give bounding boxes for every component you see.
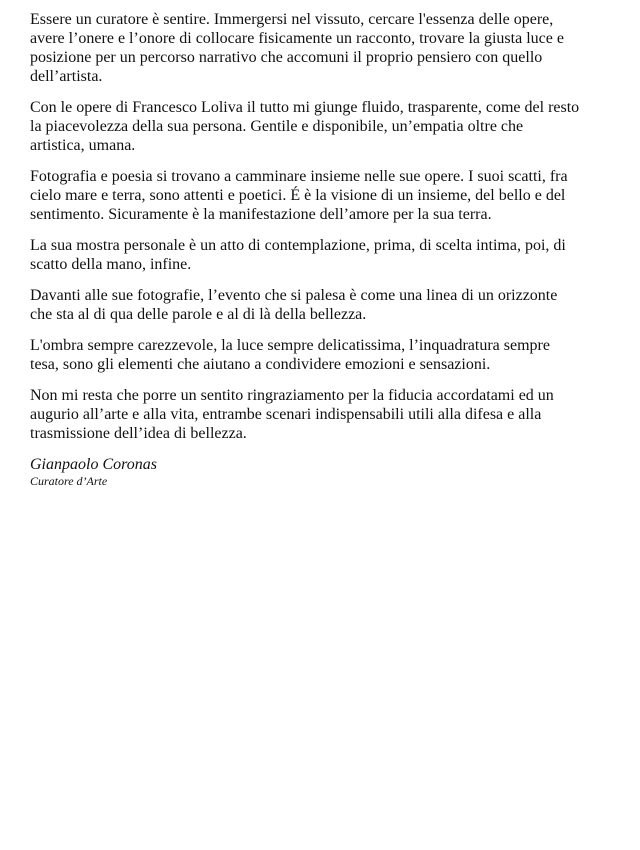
paragraph: Con le opere di Francesco Loliva il tutto mi giunge fluido, trasparente, come del resto la piacevolezza della sua persona. Gentile e disponibile, un’empatia oltre che artistica, umana. [30, 99, 580, 154]
document-page [30, 10, 600, 489]
paragraph: Davanti alle sue fotografie, l’evento che si palesa è come una linea di un orizzonte che sta al di qua delle parole e al di là della bellezza. [30, 287, 558, 323]
paragraph: L'ombra sempre carezzevole, la luce sempre delicatissima, l’inquadratura sempre tesa, sono gli elementi che aiutano a condividere emozioni e sensazioni. [30, 337, 550, 373]
paragraph: La sua mostra personale è un atto di contemplazione, prima, di scelta intima, poi, di scatto della mano, infine. [30, 237, 566, 273]
paragraph: Essere un curatore è sentire. Immergersi nel vissuto, cercare l'essenza delle opere, avere l’onere e l’onore di collocare fisicamente un racconto, trovare la giusta luce e posizione per un percorso narrativo che accomuni il proprio pensiero con quello dell’artista. [30, 11, 564, 85]
signature-name: Gianpaolo Coronas [30, 456, 157, 473]
paragraph: Non mi resta che porre un sentito ringraziamento per la fiducia accordatami ed un augurio all’arte e alla vita, entrambe scenari indispensabili utili alla difesa e alla trasmissione dell’idea di bellezza. [30, 387, 554, 442]
paragraph: Fotografia e poesia si trovano a camminare insieme nelle sue opere. I suoi scatti, fra cielo mare e terra, sono attenti e poetici. É è la visione di un insieme, del bello e del sentimento. Sicuramente è la manifestazione dell’amore per la sua terra. [30, 168, 568, 223]
signature-block [30, 455, 600, 489]
signature-role: Curatore d’Arte [30, 474, 108, 488]
